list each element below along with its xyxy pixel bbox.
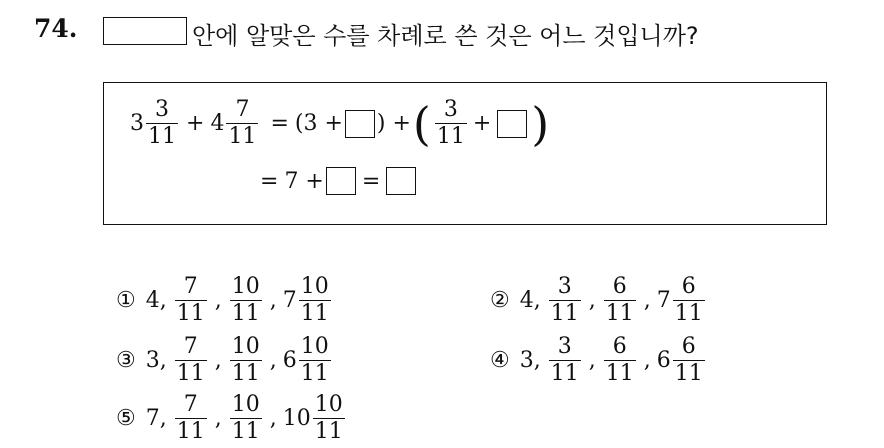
- mixed-a-whole: 3: [130, 111, 144, 136]
- big-paren-open: (: [412, 96, 431, 151]
- option-4[interactable]: [490, 336, 707, 385]
- plus-sign-2: +: [472, 111, 492, 136]
- option-fraction: $\frac{7}{11}$: [176, 334, 205, 386]
- blank-square: [386, 167, 416, 195]
- option-marker: ④: [490, 348, 510, 373]
- seven-plus: 7 +: [284, 168, 324, 194]
- option-whole: 7: [282, 288, 297, 313]
- equation-line-2: [260, 167, 418, 195]
- option-3[interactable]: [116, 336, 333, 385]
- equation-line-1: [130, 96, 551, 151]
- blank-square: [326, 167, 356, 195]
- option-whole: 6: [656, 348, 671, 373]
- fraction-a: $\frac{3}{11}$: [148, 97, 176, 149]
- option-fraction: $\frac{6}{11}$: [605, 274, 634, 326]
- option-marker: ①: [116, 288, 136, 313]
- option-fraction: $\frac{6}{11}$: [605, 334, 634, 386]
- option-1[interactable]: [116, 276, 333, 325]
- answer-blank-box: [103, 17, 187, 45]
- plus-sign: +: [186, 111, 205, 136]
- comma: ,: [643, 348, 651, 373]
- big-paren-close: ): [531, 96, 550, 151]
- option-first: 7,: [145, 406, 167, 431]
- option-whole: 6: [282, 348, 297, 373]
- option-fraction: $\frac{6}{11}$: [674, 334, 703, 386]
- question-number: 74.: [34, 14, 78, 43]
- option-first: 3,: [145, 348, 167, 373]
- option-first: 4,: [519, 288, 541, 313]
- paren-close-text: ) +: [376, 111, 411, 136]
- equals-sign: =: [270, 111, 289, 136]
- option-fraction: $\frac{10}{11}$: [231, 392, 260, 444]
- option-whole: 10: [282, 406, 311, 431]
- comma: ,: [643, 288, 651, 313]
- comma: ,: [588, 348, 596, 373]
- equals-sign-2: =: [361, 168, 381, 194]
- option-fraction: $\frac{10}{11}$: [314, 392, 343, 444]
- mixed-b-whole: 4: [210, 111, 225, 136]
- comma: ,: [214, 406, 222, 431]
- blank-square: [497, 110, 527, 138]
- paren-open-text: (3 +: [294, 111, 343, 136]
- comma: ,: [588, 288, 596, 313]
- comma: ,: [269, 288, 277, 313]
- option-marker: ⑤: [116, 406, 136, 431]
- blank-square: [345, 110, 375, 138]
- comma: ,: [269, 348, 277, 373]
- option-2[interactable]: [490, 276, 707, 325]
- equation-box: [103, 82, 827, 225]
- option-fraction: $\frac{3}{11}$: [550, 334, 579, 386]
- option-fraction: $\frac{7}{11}$: [176, 274, 205, 326]
- comma: ,: [214, 288, 222, 313]
- option-marker: ③: [116, 348, 136, 373]
- option-marker: ②: [490, 288, 510, 313]
- equals-sign: =: [260, 168, 279, 194]
- comma: ,: [214, 348, 222, 373]
- option-first: 4,: [145, 288, 167, 313]
- option-fraction: $\frac{6}{11}$: [674, 274, 703, 326]
- fraction-c: $\frac{3}{11}$: [436, 97, 465, 149]
- option-fraction: $\frac{10}{11}$: [231, 334, 260, 386]
- comma: ,: [269, 406, 277, 431]
- option-fraction: $\frac{10}{11}$: [300, 274, 329, 326]
- option-fraction: $\frac{3}{11}$: [550, 274, 579, 326]
- option-fraction: $\frac{10}{11}$: [300, 334, 329, 386]
- question-prompt: 안에 알맞은 수를 차례로 쓴 것은 어느 것입니까?: [192, 22, 699, 50]
- option-fraction: $\frac{7}{11}$: [176, 392, 205, 444]
- option-whole: 7: [656, 288, 671, 313]
- option-5[interactable]: [116, 394, 347, 443]
- option-fraction: $\frac{10}{11}$: [231, 274, 260, 326]
- option-first: 3,: [519, 348, 541, 373]
- fraction-b: $\frac{7}{11}$: [228, 97, 257, 149]
